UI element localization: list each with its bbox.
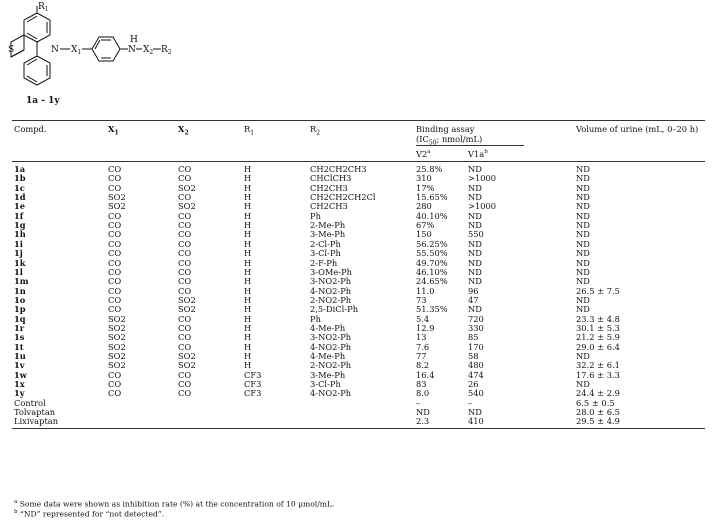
cell-id: 1n	[14, 285, 26, 296]
cell-urine: ND	[576, 248, 590, 259]
ring-phenylene	[92, 37, 120, 61]
cell-v2: 13	[416, 332, 427, 343]
cell-r2: 3-Me-Ph	[310, 229, 346, 240]
cell-v1a: ND	[468, 220, 482, 231]
cell-r2: CH2CH2CH2Cl	[310, 192, 376, 203]
cell-x2: CO	[178, 238, 192, 249]
cell-v1a: ND	[468, 248, 482, 259]
cell-id: 1k	[14, 257, 26, 268]
cell-v1a: >1000	[468, 173, 497, 184]
cell-v2: 11.0	[416, 285, 435, 296]
cell-r1: H	[244, 266, 252, 277]
cell-id: 1u	[14, 351, 26, 361]
x2-label: $X_2$	[143, 45, 154, 56]
cell-v2: 280	[416, 201, 432, 212]
cell-urine: ND	[576, 192, 590, 203]
cell-v2: 8.2	[416, 360, 430, 371]
cell-urine: ND	[576, 229, 590, 240]
cell-v2: 12.9	[416, 322, 435, 333]
cell-v1a: 480	[468, 360, 484, 371]
cell-x1: SO2	[108, 341, 126, 352]
cell-v1a: –	[468, 397, 473, 408]
cell-v2: 77	[416, 351, 427, 361]
cell-r2: 2-NO2-Ph	[310, 294, 352, 305]
cell-id: 1o	[14, 294, 26, 305]
cell-x2: CO	[178, 229, 192, 240]
header-x2: $X_2$	[178, 124, 189, 137]
cell-id: 1d	[14, 192, 26, 203]
cell-r1: H	[244, 294, 252, 305]
cell-r2: 4-NO2-Ph	[310, 285, 352, 296]
cell-urine: 23.3 ± 4.8	[576, 313, 620, 324]
cell-v1a: 58	[468, 351, 479, 361]
cell-v2: 2.3	[416, 416, 430, 427]
cell-v1a: 170	[468, 341, 484, 352]
cell-v2: 49.70%	[416, 257, 448, 268]
cell-v2: –	[416, 397, 421, 408]
cell-urine: ND	[576, 220, 590, 231]
cell-urine: 6.5 ± 0.5	[576, 397, 615, 408]
cell-v2: 56.25%	[416, 238, 448, 249]
cell-v1a: 410	[468, 416, 484, 427]
footnote-b: $^b$ “ND” represented for “not detected”.	[14, 509, 165, 519]
cell-v1a: ND	[468, 210, 482, 221]
binding-subheader-rule	[416, 145, 524, 146]
cell-r2: 2-F-Ph	[310, 257, 338, 268]
cell-v2: 83	[416, 379, 427, 390]
cell-x2: CO	[178, 313, 192, 324]
cell-id: 1y	[14, 388, 25, 399]
cell-id: 1a	[14, 164, 26, 174]
cell-urine: ND	[576, 266, 590, 277]
cell-x1: CO	[108, 238, 122, 249]
header-binding-units: ($IC_{50}$; nmol/mL)	[416, 134, 483, 147]
cell-r2: CH2CH3	[310, 201, 348, 212]
cell-r1: H	[244, 332, 252, 343]
cell-r1: H	[244, 360, 252, 371]
cell-id: 1g	[14, 220, 26, 231]
cell-urine: ND	[576, 238, 590, 249]
cell-x2: CO	[178, 369, 192, 380]
cell-v2: 24.65%	[416, 276, 448, 287]
nitrogen-label: N	[51, 45, 59, 55]
cell-v1a: 47	[468, 294, 479, 305]
cell-v1a: ND	[468, 276, 482, 287]
cell-x1: CO	[108, 182, 122, 193]
cell-id: 1x	[14, 379, 25, 390]
cell-x1: CO	[108, 229, 122, 240]
cell-urine: ND	[576, 304, 590, 315]
cell-x2: CO	[178, 276, 192, 287]
cell-r2: 3-Cl-Ph	[310, 379, 341, 390]
x1-label: $X_1$	[71, 45, 82, 56]
cell-v2: 150	[416, 229, 432, 240]
cell-urine: 21.2 ± 5.9	[576, 332, 620, 343]
cell-id: Lixivaptan	[14, 416, 59, 427]
table-bottom-rule	[12, 428, 705, 429]
cell-r1: H	[244, 248, 252, 259]
cell-v2: 17%	[416, 182, 435, 193]
cell-v1a: 330	[468, 322, 484, 333]
cell-urine: ND	[576, 210, 590, 221]
cell-r1: H	[244, 341, 252, 352]
cell-urine: 17.6 ± 3.3	[576, 369, 620, 380]
cell-r2: Ph	[310, 313, 321, 324]
cell-v1a: 474	[468, 369, 484, 380]
nh-h-label: H	[130, 35, 138, 45]
cell-id: 1l	[14, 266, 23, 277]
cell-v2: 8.0	[416, 388, 430, 399]
cell-id: 1s	[14, 332, 25, 343]
header-x1: $X_1$	[108, 124, 119, 137]
cell-x1: CO	[108, 304, 122, 315]
cell-x2: CO	[178, 248, 192, 259]
cell-urine: 32.2 ± 6.1	[576, 360, 620, 371]
cell-v1a: ND	[468, 192, 482, 203]
cell-x2: SO2	[178, 182, 196, 193]
cell-urine: ND	[576, 164, 590, 174]
cell-id: 1h	[14, 229, 26, 240]
cell-x2: CO	[178, 164, 192, 174]
cell-r2: 4-NO2-Ph	[310, 388, 352, 399]
cell-v1a: 26	[468, 379, 479, 390]
cell-v2: 5.4	[416, 313, 430, 324]
cell-v2: 40.10%	[416, 210, 448, 221]
cell-x1: CO	[108, 285, 122, 296]
cell-id: 1f	[14, 210, 24, 221]
nh-n-label: N	[128, 45, 136, 55]
compound-series-label: 1a - 1y	[26, 96, 60, 106]
cell-x1: SO2	[108, 322, 126, 333]
cell-r1: CF3	[244, 369, 262, 380]
header-r1: $R_1$	[244, 124, 255, 137]
header-r2: $R_2$	[310, 124, 321, 137]
cell-x2: SO2	[178, 304, 196, 315]
cell-v1a: 96	[468, 285, 479, 296]
cell-x1: CO	[108, 210, 122, 221]
cell-urine: ND	[576, 294, 590, 305]
cell-r1: CF3	[244, 379, 262, 390]
cell-x2: SO2	[178, 294, 196, 305]
cell-r1: H	[244, 210, 252, 221]
cell-r2: 2-NO2-Ph	[310, 360, 352, 371]
cell-v1a: ND	[468, 257, 482, 268]
cell-r2: CH2CH3	[310, 182, 348, 193]
cell-id: 1m	[14, 276, 29, 287]
cell-v1a: >1000	[468, 201, 497, 212]
cell-id: 1b	[14, 173, 26, 184]
cell-id: 1e	[14, 201, 26, 212]
cell-v2: 51.35%	[416, 304, 448, 315]
cell-v2: 15.65%	[416, 192, 448, 203]
cell-x1: CO	[108, 164, 122, 174]
cell-r2: 3-Cl-Ph	[310, 248, 341, 259]
cell-r1: H	[244, 201, 252, 212]
cell-id: 1v	[14, 360, 25, 371]
cell-x1: CO	[108, 379, 122, 390]
cell-x1: CO	[108, 220, 122, 231]
cell-x2: CO	[178, 192, 192, 203]
cell-r1: H	[244, 220, 252, 231]
cell-urine: ND	[576, 351, 590, 361]
cell-v1a: ND	[468, 238, 482, 249]
cell-r1: H	[244, 322, 252, 333]
cell-x2: CO	[178, 322, 192, 333]
cell-v1a: 85	[468, 332, 479, 343]
cell-r1: H	[244, 257, 252, 268]
cell-r2: 3-NO2-Ph	[310, 332, 352, 343]
cell-x1: CO	[108, 257, 122, 268]
table-header-rule	[12, 161, 705, 162]
cell-r2: 4-Me-Ph	[310, 322, 346, 333]
cell-x1: SO2	[108, 332, 126, 343]
cell-x1: CO	[108, 294, 122, 305]
cell-x1: CO	[108, 276, 122, 287]
cell-r1: H	[244, 238, 252, 249]
cell-x2: CO	[178, 388, 192, 399]
table-row	[0, 417, 717, 426]
header-binding-assay: Binding assay	[416, 124, 475, 134]
r2-label: $R_2$	[161, 45, 172, 56]
cell-v1a: ND	[468, 304, 482, 315]
r1-label: $R_1$	[38, 2, 49, 13]
cell-x2: CO	[178, 266, 192, 277]
cell-r2: 4-Me-Ph	[310, 351, 346, 361]
cell-v2: 310	[416, 173, 432, 184]
cell-r1: H	[244, 304, 252, 315]
cell-r1: H	[244, 192, 252, 203]
cell-v2: 46.10%	[416, 266, 448, 277]
ring-top	[24, 13, 50, 42]
cell-x1: CO	[108, 388, 122, 399]
cell-v2: 67%	[416, 220, 435, 231]
cell-x1: CO	[108, 266, 122, 277]
cell-v1a: 720	[468, 313, 484, 324]
cell-r1: H	[244, 173, 252, 184]
cell-v1a: 550	[468, 229, 484, 240]
cell-r1: CF3	[244, 388, 262, 399]
cell-r2: 2,5-DiCl-Ph	[310, 304, 359, 315]
cell-urine: 26.5 ± 7.5	[576, 285, 620, 296]
cell-id: Tolvaptan	[14, 407, 56, 418]
cell-id: 1w	[14, 369, 27, 380]
cell-r2: 3-OMe-Ph	[310, 266, 353, 277]
cell-x2: SO2	[178, 201, 196, 212]
cell-v2: ND	[416, 407, 430, 418]
cell-urine: 24.4 ± 2.9	[576, 388, 620, 399]
cell-r2: 2-Me-Ph	[310, 220, 346, 231]
cell-x1: SO2	[108, 351, 126, 361]
chemical-structure	[0, 0, 717, 112]
cell-x2: CO	[178, 332, 192, 343]
cell-r1: H	[244, 313, 252, 324]
cell-urine: 29.0 ± 6.4	[576, 341, 620, 352]
cell-v1a: ND	[468, 266, 482, 277]
cell-r1: H	[244, 164, 252, 174]
cell-urine: ND	[576, 173, 590, 184]
cell-x1: SO2	[108, 192, 126, 203]
cell-r2: 2-Cl-Ph	[310, 238, 341, 249]
cell-x2: CO	[178, 210, 192, 221]
cell-x2: CO	[178, 379, 192, 390]
cell-urine: 29.5 ± 4.9	[576, 416, 620, 427]
table-top-rule	[12, 120, 705, 121]
cell-v2: 16.4	[416, 369, 435, 380]
cell-id: 1j	[14, 248, 23, 259]
cell-id: 1i	[14, 238, 23, 249]
footnote-a: $^a$ Some data were shown as inhibition rate (%) at the concentration of 10 μmol/mL.	[14, 499, 335, 509]
sulfur-label: S	[8, 45, 15, 55]
cell-urine: 30.1 ± 5.3	[576, 322, 620, 333]
cell-v2: 7.6	[416, 341, 430, 352]
cell-x1: SO2	[108, 313, 126, 324]
header-v1a: $V1a^b$	[468, 148, 488, 159]
cell-x1: CO	[108, 248, 122, 259]
cell-r1: H	[244, 351, 252, 361]
structure-bonds	[11, 6, 161, 85]
cell-r2: Ph	[310, 210, 321, 221]
cell-x1: CO	[108, 369, 122, 380]
cell-r1: H	[244, 285, 252, 296]
cell-id: 1t	[14, 341, 24, 352]
cell-urine: ND	[576, 379, 590, 390]
cell-r1: H	[244, 182, 252, 193]
ring-bottom	[24, 56, 50, 85]
cell-id: 1p	[14, 304, 26, 315]
cell-v1a: ND	[468, 407, 482, 418]
cell-x2: CO	[178, 341, 192, 352]
cell-v2: 25.8%	[416, 164, 443, 174]
cell-x1: SO2	[108, 201, 126, 212]
cell-id: 1c	[14, 182, 25, 193]
cell-x1: CO	[108, 173, 122, 184]
cell-x2: CO	[178, 220, 192, 231]
cell-urine: 28.0 ± 6.5	[576, 407, 620, 418]
cell-x2: CO	[178, 285, 192, 296]
cell-urine: ND	[576, 257, 590, 268]
cell-urine: ND	[576, 276, 590, 287]
cell-x2: SO2	[178, 360, 196, 371]
cell-id: 1q	[14, 313, 26, 324]
cell-r1: H	[244, 229, 252, 240]
cell-v1a: ND	[468, 182, 482, 193]
cell-urine: ND	[576, 182, 590, 193]
cell-x2: SO2	[178, 351, 196, 361]
cell-r2: 3-Me-Ph	[310, 369, 346, 380]
cell-x1: SO2	[108, 360, 126, 371]
cell-r2: CHClCH3	[310, 173, 352, 184]
cell-v2: 55.50%	[416, 248, 448, 259]
cell-urine: ND	[576, 201, 590, 212]
cell-v2: 73	[416, 294, 427, 305]
cell-x2: CO	[178, 257, 192, 268]
header-v2: V2$^a$	[416, 148, 431, 159]
cell-r1: H	[244, 276, 252, 287]
header-urine-volume: Volume of urine (mL, 0–20 h)	[576, 124, 699, 134]
cell-v1a: ND	[468, 164, 482, 174]
cell-r2: 3-NO2-Ph	[310, 276, 352, 287]
cell-v1a: 540	[468, 388, 484, 399]
cell-x2: CO	[178, 173, 192, 184]
cell-id: 1r	[14, 322, 25, 333]
cell-r2: CH2CH2CH3	[310, 164, 367, 174]
cell-r2: 4-NO2-Ph	[310, 341, 352, 352]
cell-id: Control	[14, 397, 46, 408]
header-compd: Compd.	[14, 124, 47, 134]
